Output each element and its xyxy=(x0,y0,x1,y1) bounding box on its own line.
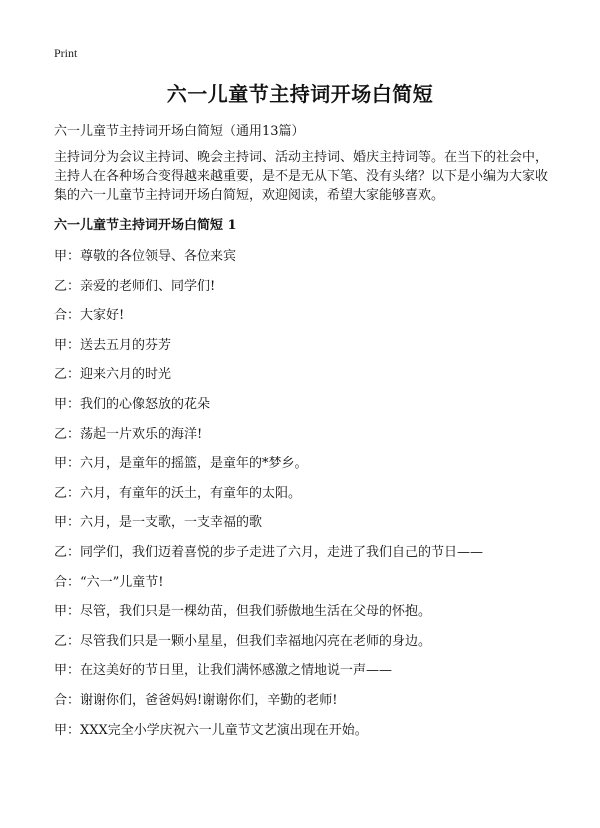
dialogue-line: 甲：尽管，我们只是一棵幼苗，但我们骄傲地生活在父母的怀抱。 xyxy=(54,604,432,620)
section-title: 六一儿童节主持词开场白简短 1 xyxy=(54,218,237,233)
print-label: Print xyxy=(54,46,78,60)
dialogue-line: 合：谢谢你们，爸爸妈妈!谢谢你们，辛勤的老师! xyxy=(54,692,338,708)
dialogue-line: 甲：在这美好的节日里，让我们满怀感激之情地说一声—— xyxy=(54,663,393,679)
document-title: 六一儿童节主持词开场白简短 xyxy=(166,82,434,106)
dialogue-line: 乙：同学们，我们迈着喜悦的步子走进了六月，走进了我们自己的节日—— xyxy=(54,544,484,560)
dialogue-line: 甲：XXX完全小学庆祝六一儿童节文艺演出现在开始。 xyxy=(54,722,368,738)
document-subtitle: 六一儿童节主持词开场白简短（通用13篇） xyxy=(54,124,305,139)
dialogue-line: 乙：亲爱的老师们、同学们! xyxy=(54,278,216,294)
dialogue-line: 乙：迎来六月的时光 xyxy=(54,367,172,383)
dialogue-line: 甲：六月，是一支歌，一支幸福的歌 xyxy=(54,515,263,531)
dialogue-line: 甲：我们的心像怒放的花朵 xyxy=(54,396,211,412)
dialogue-line: 乙：荡起一片欢乐的海洋! xyxy=(54,426,203,442)
intro-paragraph: 主持词分为会议主持词、晚会主持词、活动主持词、婚庆主持词等。在当下的社会中，主持人在各种场合变得越来越重要，是不是无从下笔、没有头绪？以下是小编为大家收集的六一儿童节主持词开场白简短，欢迎阅读，希望大家能够喜欢。 xyxy=(54,150,549,203)
dialogue-line: 乙：六月，有童年的沃土，有童年的太阳。 xyxy=(54,485,302,501)
dialogue-line: 合：大家好! xyxy=(54,308,125,324)
dialogue-line: 合：“六一”儿童节! xyxy=(54,574,164,590)
dialogue-list xyxy=(54,242,564,745)
dialogue-line: 甲：送去五月的芬芳 xyxy=(54,337,172,353)
dialogue-line: 乙：尽管我们只是一颗小星星，但我们幸福地闪亮在老师的身边。 xyxy=(54,633,432,649)
dialogue-line: 甲：六月，是童年的摇篮，是童年的*梦乡。 xyxy=(54,456,308,472)
dialogue-line: 甲：尊敬的各位领导、各位来宾 xyxy=(54,249,237,264)
